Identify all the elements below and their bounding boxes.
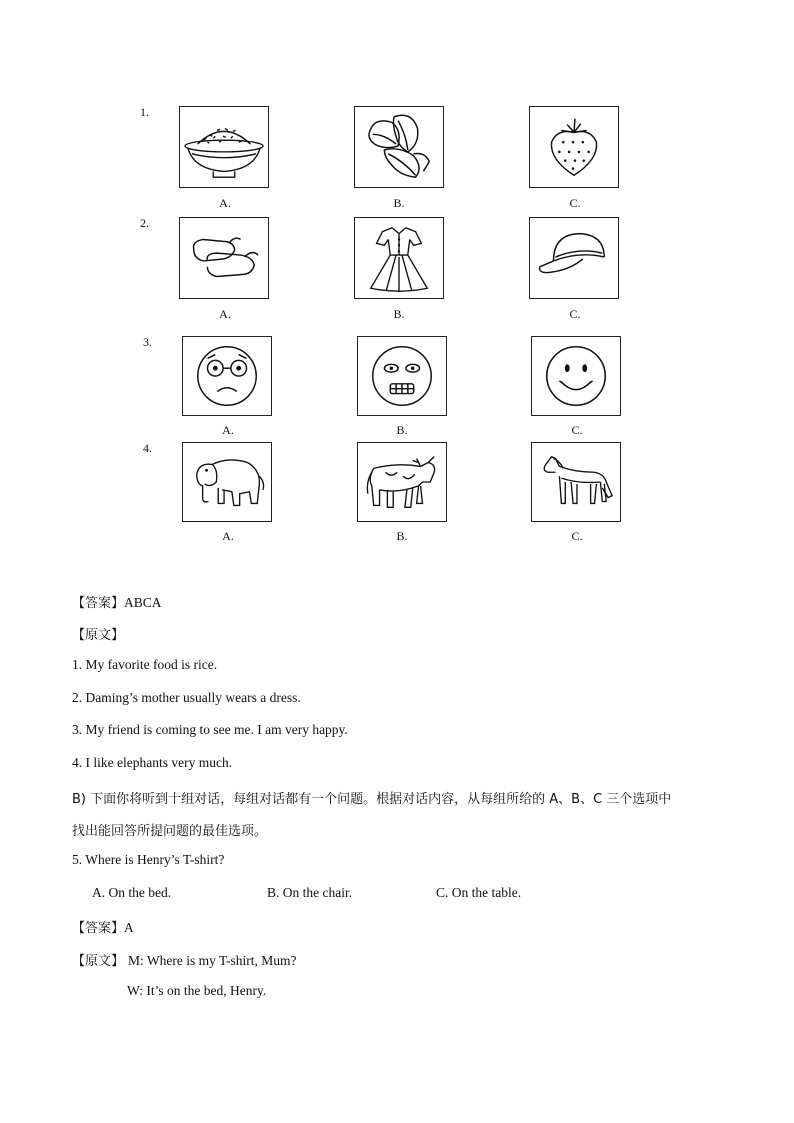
question-5-option-a[interactable]: A. On the bed. <box>92 885 172 900</box>
option-1a-label: A. <box>219 196 231 210</box>
elephant-icon <box>183 443 271 521</box>
question-number-4: 4. <box>143 441 152 455</box>
dress-icon <box>355 218 443 298</box>
option-2c-image[interactable] <box>529 217 619 299</box>
option-1c-image[interactable] <box>529 106 619 188</box>
section-b-instruction-line-1: B) 下面你将听到十组对话，每组对话都有一个问题。根据对话内容，从每组所给的 A、B、C 三个选项中 <box>72 792 672 807</box>
gloves-icon <box>180 218 268 298</box>
option-2a-image[interactable] <box>179 217 269 299</box>
option-1b-label: B. <box>393 196 405 210</box>
option-2b-label: B. <box>393 307 405 321</box>
option-3b-image[interactable] <box>357 336 447 416</box>
option-2a-label: A. <box>219 307 231 321</box>
option-4a-label: A. <box>222 529 234 543</box>
section-b-instruction-line-2: 找出能回答所提问题的最佳选项。 <box>72 824 268 839</box>
question-number-2: 2. <box>140 216 149 230</box>
transcript-tag-1: 【原文】 <box>72 628 125 643</box>
answer-line-5 <box>72 917 134 936</box>
scared-face-icon <box>358 337 446 415</box>
option-4c-label: C. <box>571 529 583 543</box>
answer-line-1 <box>72 592 162 611</box>
rice-bowl-icon <box>180 107 268 187</box>
option-3a-label: A. <box>222 423 234 437</box>
strawberry-icon <box>530 107 618 187</box>
answer-value: A <box>124 920 134 935</box>
option-3c-label: C. <box>571 423 583 437</box>
transcript-line-3: 3. My friend is coming to see me. I am very happy. <box>72 722 348 737</box>
option-3b-label: B. <box>396 423 408 437</box>
transcript-tag: 【原文】 <box>72 954 125 969</box>
answer-value: ABCA <box>124 595 162 610</box>
option-1a-image[interactable] <box>179 106 269 188</box>
option-1c-label: C. <box>569 196 581 210</box>
horse-icon <box>532 443 620 521</box>
question-number-3: 3. <box>143 335 152 349</box>
cow-icon <box>358 443 446 521</box>
option-3c-image[interactable] <box>531 336 621 416</box>
transcript-line-5-m <box>72 950 297 969</box>
vegetables-icon <box>355 107 443 187</box>
option-4c-image[interactable] <box>531 442 621 522</box>
question-5-option-c[interactable]: C. On the table. <box>436 885 522 900</box>
question-number-1: 1. <box>140 105 149 119</box>
answer-tag: 【答案】 <box>72 596 125 611</box>
transcript-line-5-w: W: It’s on the bed, Henry. <box>127 983 267 998</box>
option-2b-image[interactable] <box>354 217 444 299</box>
question-5-text: 5. Where is Henry’s T-shirt? <box>72 852 225 867</box>
transcript-m-line: M: Where is my T-shirt, Mum? <box>128 953 297 968</box>
cap-icon <box>530 218 618 298</box>
option-4a-image[interactable] <box>182 442 272 522</box>
option-3a-image[interactable] <box>182 336 272 416</box>
answer-tag: 【答案】 <box>72 921 125 936</box>
transcript-line-1: 1. My favorite food is rice. <box>72 657 218 672</box>
option-4b-label: B. <box>396 529 408 543</box>
sad-face-glasses-icon <box>183 337 271 415</box>
transcript-line-4: 4. I like elephants very much. <box>72 755 233 770</box>
smiley-face-icon <box>532 337 620 415</box>
option-2c-label: C. <box>569 307 581 321</box>
option-4b-image[interactable] <box>357 442 447 522</box>
question-5-option-b[interactable]: B. On the chair. <box>267 885 353 900</box>
option-1b-image[interactable] <box>354 106 444 188</box>
transcript-line-2: 2. Daming’s mother usually wears a dress. <box>72 690 301 705</box>
